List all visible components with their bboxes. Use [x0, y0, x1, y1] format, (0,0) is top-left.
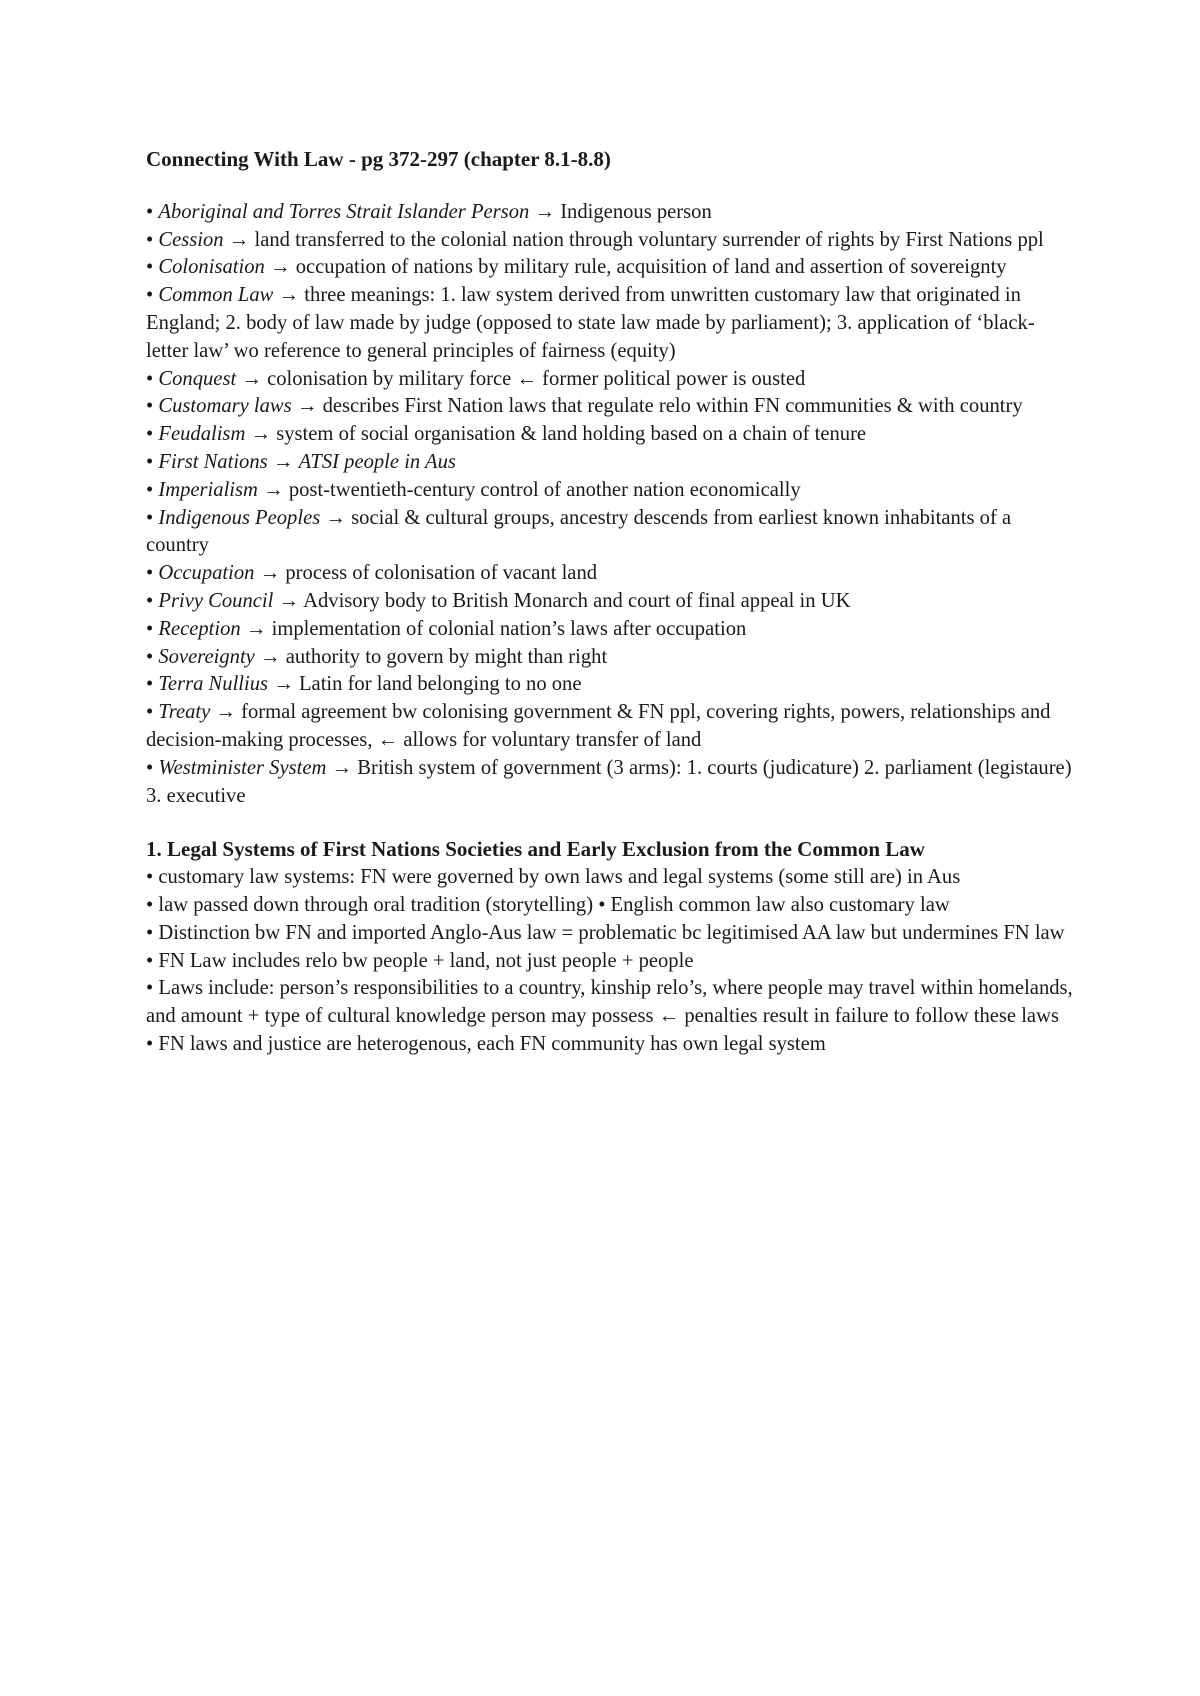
- arrow-icon: →: [272, 450, 294, 473]
- section-points-list: [146, 864, 1076, 1059]
- section-point-text: law passed down through oral tradition (storytelling) • English common law also customary law: [158, 893, 950, 916]
- bullet: •: [146, 673, 154, 696]
- bullet: •: [146, 256, 154, 279]
- arrow-icon: →: [259, 645, 281, 668]
- glossary-definition: implementation of colonial nation’s laws after occupation: [271, 617, 747, 640]
- glossary-definition: Latin for land belonging to no one: [298, 673, 582, 696]
- arrow-icon: →: [325, 506, 346, 529]
- glossary-entry: [146, 505, 1076, 561]
- glossary-term: Westminister System: [158, 756, 327, 779]
- glossary-definition: colonisation by military force ← former political power is ousted: [267, 367, 806, 390]
- arrow-icon: →: [278, 589, 300, 612]
- section-point: [146, 975, 1076, 1031]
- glossary-term: First Nations: [158, 450, 268, 473]
- bullet: •: [146, 200, 154, 223]
- glossary-entry: [146, 227, 1076, 255]
- document-body: [146, 146, 1076, 1059]
- glossary-definition: three meanings: 1. law system derived from unwritten customary law that originated in England; 2. body of law made by judge (opposed to state law made by parliament); 3. application of ‘black-letter law’ wo reference to general principles of fairness (equity): [146, 284, 1035, 362]
- glossary-entry: [146, 644, 1076, 672]
- glossary-definition: describes First Nation laws that regulate relo within FN communities & with country: [322, 395, 1023, 418]
- arrow-icon: →: [263, 478, 284, 501]
- glossary-term: Occupation: [158, 562, 255, 585]
- glossary-entry: [146, 560, 1076, 588]
- bullet: •: [146, 756, 154, 779]
- section-point-text: Distinction bw FN and imported Anglo-Aus law = problematic bc legitimised AA law but undermines FN law: [158, 921, 1065, 944]
- section-point: [146, 892, 1076, 920]
- glossary-definition: Advisory body to British Monarch and court of final appeal in UK: [303, 589, 851, 612]
- arrow-icon: →: [228, 228, 250, 251]
- arrow-icon: →: [259, 562, 281, 585]
- glossary-entry: [146, 588, 1076, 616]
- arrow-icon: →: [331, 756, 353, 779]
- glossary-term: Imperialism: [158, 478, 258, 501]
- section-point-text: Laws include: person’s responsibilities to a country, kinship relo’s, where people may travel within homelands, and amount + type of cultural knowledge person may possess ← penalties result in failure to follow these laws: [146, 977, 1073, 1028]
- bullet: •: [146, 701, 154, 724]
- bullet: •: [146, 921, 154, 944]
- glossary-definition: occupation of nations by military rule, acquisition of land and assertion of sovereignty: [295, 256, 1007, 279]
- glossary-definition: system of social organisation & land holding based on a chain of tenure: [276, 423, 867, 446]
- glossary-entry: [146, 449, 1076, 477]
- arrow-icon: →: [534, 200, 556, 223]
- glossary-entry: [146, 671, 1076, 699]
- bullet: •: [146, 893, 154, 916]
- glossary-definition: land transferred to the colonial nation through voluntary surrender of rights by First Nations ppl: [254, 228, 1044, 251]
- glossary-entry: [146, 421, 1076, 449]
- glossary-definition: ATSI people in Aus: [298, 450, 456, 473]
- glossary-term: Aboriginal and Torres Strait Islander Person: [158, 200, 530, 223]
- document-title: Connecting With Law - pg 372-297 (chapter 8.1-8.8): [146, 147, 611, 171]
- section-point: [146, 1031, 1076, 1059]
- glossary-entry: [146, 755, 1076, 811]
- bullet: •: [146, 478, 154, 501]
- bullet: •: [146, 617, 154, 640]
- section-point: [146, 920, 1076, 948]
- glossary-entry: [146, 199, 1076, 227]
- glossary-definition: social & cultural groups, ancestry descends from earliest known inhabitants of a country: [146, 506, 1012, 557]
- glossary-definition: process of colonisation of vacant land: [285, 562, 598, 585]
- glossary-term: Colonisation: [158, 256, 265, 279]
- glossary-entry: [146, 477, 1076, 505]
- glossary-definition: British system of government (3 arms): 1. courts (judicature) 2. parliament (legistaure) 3. executive: [146, 756, 1072, 807]
- bullet: •: [146, 284, 154, 307]
- glossary-term: Terra Nullius: [158, 673, 269, 696]
- glossary-term: Indigenous Peoples: [158, 506, 321, 529]
- arrow-icon: →: [278, 284, 300, 307]
- glossary-definition: formal agreement bw colonising government & FN ppl, covering rights, powers, relationships and decision-making processes, ← allows for voluntary transfer of land: [146, 701, 1051, 751]
- glossary-term: Common Law: [158, 284, 274, 307]
- glossary-definition: Indigenous person: [560, 200, 712, 223]
- bullet: •: [146, 228, 154, 251]
- bullet: •: [146, 562, 154, 585]
- section-point-text: FN Law includes relo bw people + land, not just people + people: [158, 949, 694, 972]
- glossary-term: Privy Council: [158, 589, 274, 612]
- bullet: •: [146, 645, 154, 668]
- glossary-term: Feudalism: [158, 423, 246, 446]
- bullet: •: [146, 450, 154, 473]
- glossary-term: Conquest: [158, 367, 237, 390]
- section-heading: 1. Legal Systems of First Nations Societies and Early Exclusion from the Common Law: [146, 837, 925, 862]
- glossary-term: Treaty: [158, 701, 211, 724]
- bullet: •: [146, 367, 154, 390]
- arrow-icon: →: [215, 701, 236, 724]
- glossary-term: Reception: [158, 617, 241, 640]
- arrow-icon: →: [296, 395, 318, 418]
- glossary-list: [146, 199, 1076, 811]
- bullet: •: [146, 423, 154, 446]
- bullet: •: [146, 589, 154, 612]
- arrow-icon: →: [269, 256, 291, 279]
- glossary-entry: [146, 616, 1076, 644]
- glossary-entry: [146, 699, 1076, 755]
- glossary-entry: [146, 366, 1076, 394]
- glossary-entry: [146, 393, 1076, 421]
- section-point-text: FN laws and justice are heterogenous, each FN community has own legal system: [158, 1032, 826, 1055]
- bullet: •: [146, 949, 154, 972]
- section-point: [146, 948, 1076, 976]
- section-point: [146, 864, 1076, 892]
- bullet: •: [146, 977, 154, 1000]
- glossary-term: Cession: [158, 228, 224, 251]
- glossary-term: Customary laws: [158, 395, 292, 418]
- bullet: •: [146, 506, 154, 529]
- glossary-entry: [146, 282, 1076, 365]
- glossary-definition: authority to govern by might than right: [285, 645, 608, 668]
- bullet: •: [146, 1032, 154, 1055]
- glossary-entry: [146, 254, 1076, 282]
- bullet: •: [146, 866, 154, 889]
- bullet: •: [146, 395, 154, 418]
- arrow-icon: →: [241, 367, 262, 390]
- glossary-term: Sovereignty: [158, 645, 255, 668]
- arrow-icon: →: [273, 673, 294, 696]
- section-point-text: customary law systems: FN were governed by own laws and legal systems (some still are) in Aus: [158, 866, 961, 889]
- arrow-icon: →: [245, 617, 267, 640]
- arrow-icon: →: [250, 423, 272, 446]
- glossary-definition: post-twentieth-century control of another nation economically: [288, 478, 801, 501]
